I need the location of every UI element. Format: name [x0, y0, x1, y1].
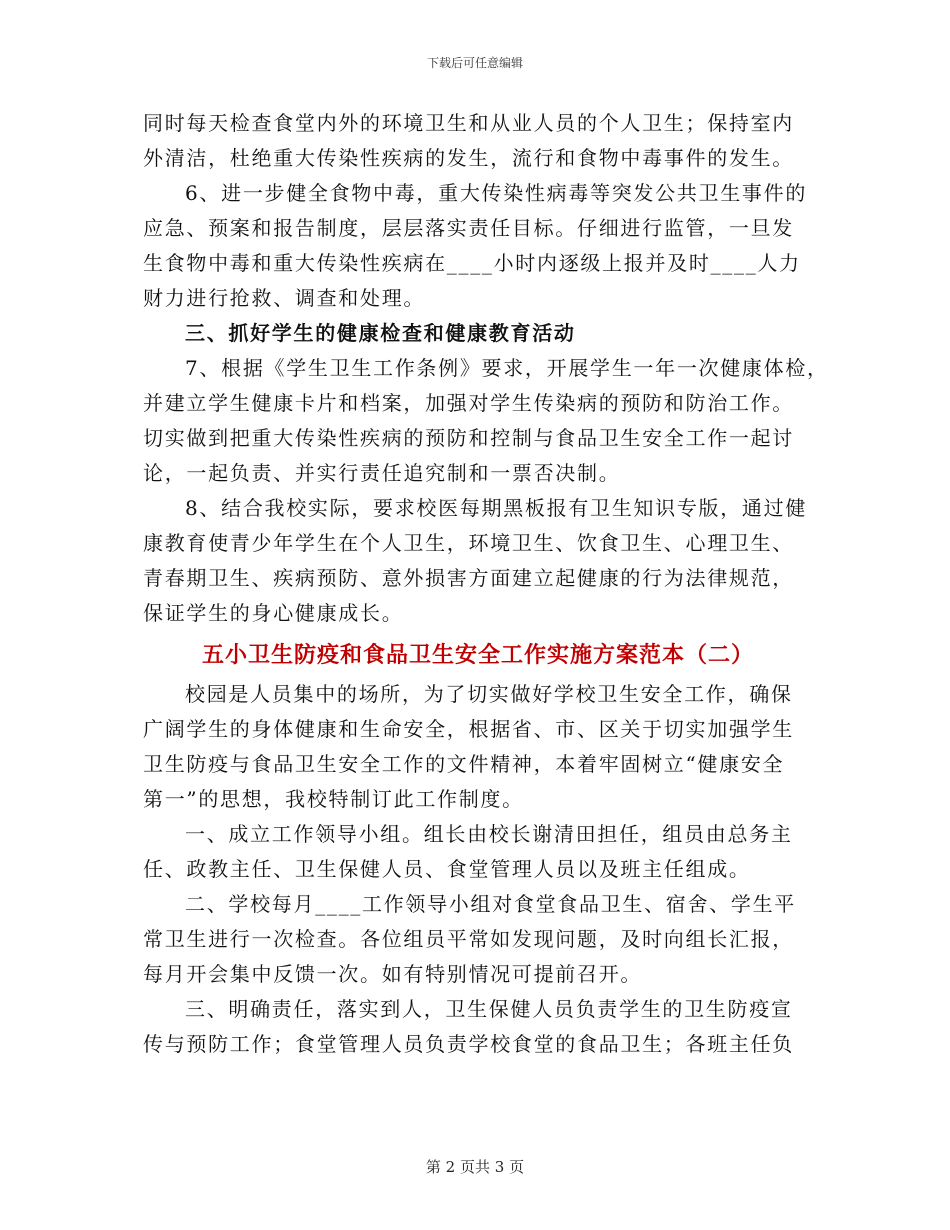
- paragraph-line: 同时每天检查食堂内外的环境卫生和从业人员的个人卫生；保持室内: [143, 111, 794, 135]
- paragraph-line: 青春期卫生、疾病预防、意外损害方面建立起健康的行为法律规范，: [143, 566, 794, 590]
- paragraph-line: 二、学校每月____工作领导小组对食堂食品卫生、宿舍、学生平: [185, 892, 796, 916]
- paragraph-line: 第一”的思想，我校特制订此工作制度。: [143, 787, 524, 811]
- paragraph-line: 广阔学生的身体健康和生命安全，根据省、市、区关于切实加强学生: [143, 717, 794, 741]
- paragraph-line: 每月开会集中反馈一次。如有特别情况可提前召开。: [143, 962, 643, 986]
- paragraph-line: 常卫生进行一次检查。各位组员平常如发现问题，及时向组长汇报，: [143, 927, 794, 951]
- paragraph-line: 8、结合我校实际，要求校医每期黑板报有卫生知识专版，通过健: [185, 496, 808, 520]
- page-header: 下载后可任意编辑: [426, 56, 523, 70]
- paragraph-line: 康教育使青少年学生在个人卫生，环境卫生、饮食卫生、心理卫生、: [143, 531, 794, 555]
- paragraph-line: 生食物中毒和重大传染性疾病在____小时内逐级上报并及时____人力: [143, 251, 801, 275]
- paragraph-line: 论，一起负责、并实行责任追究制和一票否决制。: [143, 461, 621, 485]
- paragraph-line: 三、明确责任，落实到人，卫生保健人员负责学生的卫生防疫宣: [185, 997, 793, 1021]
- paragraph-line: 并建立学生健康卡片和档案，加强对学生传染病的预防和防治工作。: [143, 391, 794, 415]
- paragraph-line: 6、进一步健全食物中毒，重大传染性病毒等突发公共卫生事件的: [185, 181, 808, 205]
- paragraph-line: 传与预防工作；食堂管理人员负责学校食堂的食品卫生；各班主任负: [143, 1032, 794, 1056]
- paragraph-line: 切实做到把重大传染性疾病的预防和控制与食品卫生安全工作一起讨: [143, 426, 794, 450]
- page-footer: 第 2 页共 3 页: [425, 1158, 525, 1176]
- paragraph-line: 7、根据《学生卫生工作条例》要求，开展学生一年一次健康体检，: [185, 356, 829, 380]
- paragraph-line: 应急、预案和报告制度，层层落实责任目标。仔细进行监管，一旦发: [143, 216, 794, 240]
- document-body: [143, 106, 829, 1062]
- paragraph-line: 任、政教主任、卫生保健人员、食堂管理人员以及班主任组成。: [143, 857, 751, 881]
- section-heading: 三、抓好学生的健康检查和健康教育活动: [185, 321, 576, 345]
- paragraph-line: 校园是人员集中的场所，为了切实做好学校卫生安全工作，确保: [185, 682, 793, 706]
- paragraph-line: 外清洁，杜绝重大传染性疾病的发生，流行和食物中毒事件的发生。: [143, 146, 794, 170]
- paragraph-line: 保证学生的身心健康成长。: [143, 601, 404, 625]
- paragraph-line: 卫生防疫与食品卫生安全工作的文件精神，本着牢固树立“健康安全: [143, 752, 785, 776]
- paragraph-line: 财力进行抢救、调查和处理。: [143, 286, 426, 310]
- paragraph-line: 一、成立工作领导小组。组长由校长谢清田担任，组员由总务主: [185, 822, 793, 846]
- document-title: 五小卫生防疫和食品卫生安全工作实施方案范本（二）: [201, 642, 754, 668]
